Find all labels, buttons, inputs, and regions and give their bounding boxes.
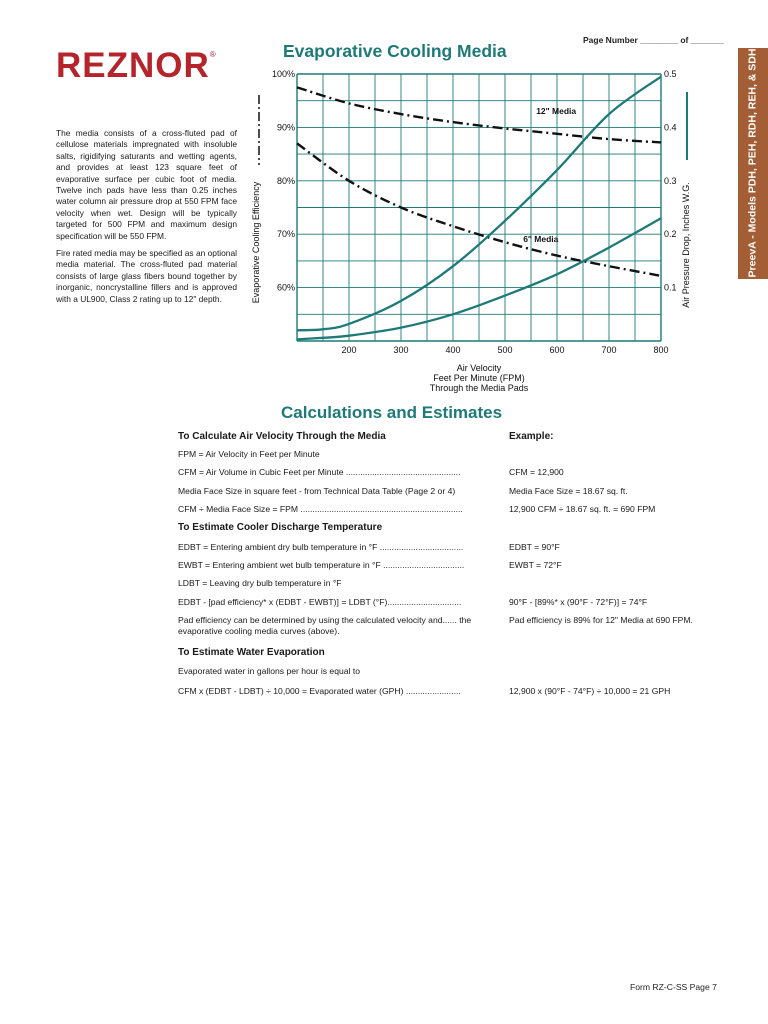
x-axis-label: Feet Per Minute (FPM)	[433, 373, 525, 383]
y2-tick-label: 0.3	[664, 175, 677, 186]
calc-formula: EWBT = Entering ambient wet bulb temperature in °F ..................................	[178, 560, 465, 570]
calculations-title: Calculations and Estimates	[281, 403, 503, 422]
chart-title: Evaporative Cooling Media	[283, 41, 507, 61]
x-tick-label: 400	[445, 345, 461, 355]
calc-formula: Media Face Size in square feet - from Technical Data Table (Page 2 or 4)	[178, 486, 456, 496]
calc-example: Media Face Size = 18.67 sq. ft.	[509, 486, 628, 496]
y-axis-label: Evaporative Cooling Efficiency	[251, 181, 261, 304]
evaporative-cooling-chart	[240, 60, 710, 405]
calc-formula: EDBT - [pad efficiency* x (EDBT - EWBT)] = LDBT (°F)...............................	[178, 597, 462, 607]
calc-formula: CFM = Air Volume in Cubic Feet per Minute ................................................	[178, 467, 461, 477]
y2-tick-label: 0.2	[664, 229, 677, 240]
x-tick-label: 800	[653, 345, 669, 355]
calc-formula: CFM x (EDBT - LDBT) ÷ 10,000 = Evaporated water (GPH) .......................	[178, 686, 461, 696]
side-tab-label: PreevA - Models PDH, PEH, RDH, REH, & SDH	[746, 48, 759, 278]
reznor-logo	[56, 46, 217, 86]
section-heading: To Estimate Water Evaporation	[178, 647, 325, 658]
logo-text: REZNOR	[56, 46, 210, 85]
calc-formula: FPM = Air Velocity in Feet per Minute	[178, 449, 320, 459]
calc-formula: LDBT = Leaving dry bulb temperature in °F	[178, 578, 342, 588]
calc-example: Pad efficiency is 89% for 12" Media at 690 FPM.	[509, 615, 693, 625]
calc-example: EDBT = 90°F	[509, 542, 560, 552]
x-tick-label: 300	[393, 345, 409, 355]
section-heading: To Calculate Air Velocity Through the Media	[178, 431, 386, 442]
y2-tick-label: 0.5	[664, 69, 677, 79]
calc-example: CFM = 12,900	[509, 467, 564, 477]
intro-paragraph: The media consists of a cross-fluted pad of cellulose materials impregnated with insoluble salts, rigidifying saturants and wetting agents, and provides at least 123 square feet of evaporative surface per cubic foot of media. Twelve inch pads have less than 0.25 inches water column air pressure drop at 550 FPM face velocity when wet. Design will be typically targeted for 500 FPM and maximum design specification will be 550 FPM.	[56, 128, 237, 241]
y-tick-label: 60%	[276, 282, 295, 293]
intro-text	[56, 128, 237, 311]
calc-formula: Pad efficiency can be determined by using the calculated velocity and...... the evaporative cooling media curves (above).	[178, 615, 472, 636]
y-tick-label: 100%	[271, 69, 295, 79]
annotation-6-media: 6" Media	[523, 234, 559, 245]
footer-form-number: Form RZ-C-SS Page 7	[630, 982, 717, 992]
page-number-field: Page Number ________ of _______	[583, 35, 724, 45]
y2-tick-label: 0.4	[664, 122, 677, 133]
x-tick-label: 500	[497, 345, 513, 355]
annotation-12-media: 12" Media	[536, 106, 577, 117]
intro-paragraph: Fire rated media may be specified as an optional media material. The cross-fluted pad material consists of large glass fibers bound together by inorganic, noncrystalline fillers and is approved with a UL900, Class 2 rating up to 12" depth.	[56, 248, 237, 304]
example-heading: Example:	[509, 431, 554, 442]
y-tick-label: 80%	[276, 175, 295, 186]
calc-formula: EDBT = Entering ambient dry bulb temperature in °F ...................................	[178, 542, 464, 552]
calc-example: 90°F - [89%* x (90°F - 72°F)] = 74°F	[509, 597, 648, 607]
section-heading: To Estimate Cooler Discharge Temperature	[178, 522, 383, 533]
x-tick-label: 700	[601, 345, 617, 355]
y2-tick-label: 0.1	[664, 282, 677, 293]
calc-example: 12,900 CFM ÷ 18.67 sq. ft. = 690 FPM	[509, 504, 656, 514]
x-tick-label: 600	[549, 345, 565, 355]
y-tick-label: 90%	[276, 122, 295, 133]
registered-mark: ®	[209, 50, 217, 59]
calc-formula: Evaporated water in gallons per hour is equal to	[178, 666, 361, 676]
x-tick-label: 200	[341, 345, 357, 355]
y-tick-label: 70%	[276, 229, 295, 240]
calc-example: 12,900 x (90°F - 74°F) ÷ 10,000 = 21 GPH	[509, 686, 671, 696]
x-axis-label: Through the Media Pads	[429, 383, 529, 393]
x-axis-label: Air Velocity	[456, 363, 502, 373]
y2-axis-label: Air Pressure Drop, Inches W.G.	[681, 182, 691, 308]
calc-example: EWBT = 72°F	[509, 560, 562, 570]
calc-formula: CFM ÷ Media Face Size = FPM ....................................................................	[178, 504, 463, 514]
